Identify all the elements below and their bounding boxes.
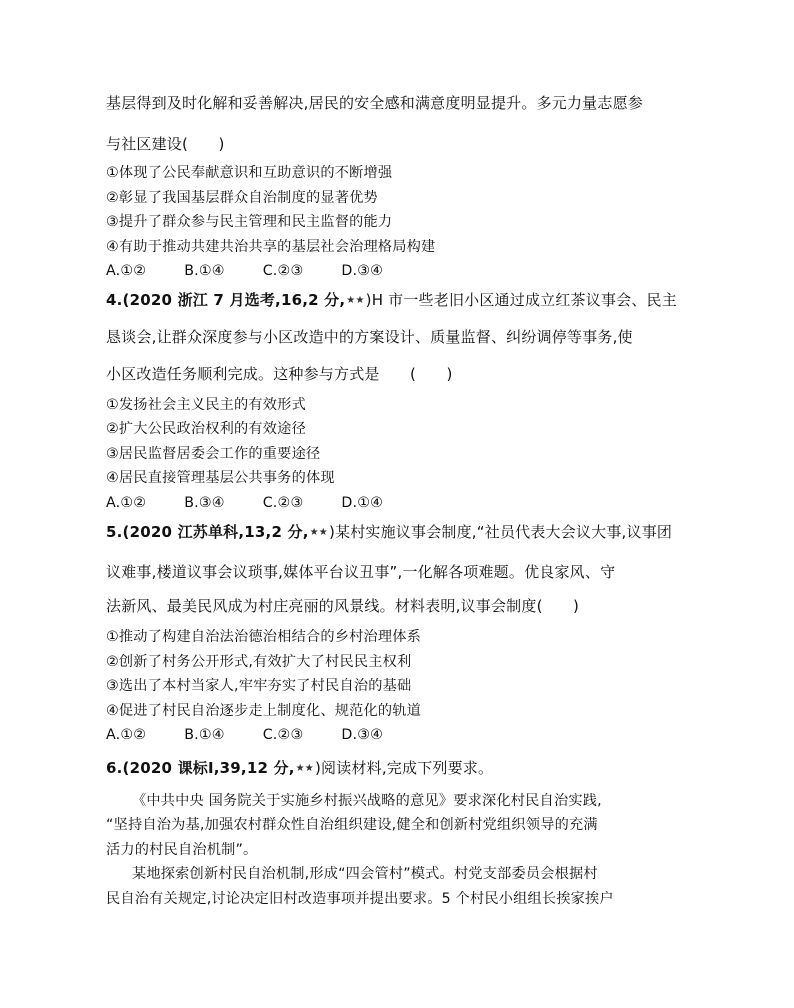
q6-material-2-line-1: 某地探索创新村民自治机制,形成“四会管村”模式。村党支部委员会根据村	[132, 866, 598, 882]
choice-c: C.②③	[262, 727, 304, 743]
q5-option-1: ①推动了构建自治法治德治相结合的乡村治理体系	[106, 629, 422, 645]
choice-c: C.②③	[262, 263, 304, 279]
choice-d: D.③④	[341, 727, 384, 743]
q5-option-4: ④促进了村民自治逐步走上制度化、规范化的轨道	[106, 703, 422, 719]
q4-option-3: ③居民监督居委会工作的重要途径	[106, 446, 321, 462]
q4-stem-line-1	[106, 290, 677, 313]
q6-stem-line-1	[106, 758, 493, 781]
q5-stem-line-3: 法新风、最美民风成为村庄亮丽的风景线。材料表明,议事会制度( )	[106, 597, 580, 615]
choice-b: B.③④	[184, 495, 225, 511]
choice-d: D.③④	[341, 263, 384, 279]
q4-stem-text: )H 市一些老旧小区通过成立红茶议事会、民主	[365, 291, 677, 309]
q5-stem-text: )某村实施议事会制度,“社员代表大会议大事,议事团	[328, 523, 673, 541]
q5-stem-line-1	[106, 522, 672, 545]
q5-stem-line-2: 议难事,楼道议事会议琐事,媒体平台议丑事”,一化解各项难题。优良家风、守	[106, 563, 616, 581]
q3-option-2: ②彰显了我国基层群众自治制度的显著优势	[106, 190, 378, 206]
q4-stem-line-2: 恳谈会,让群众深度参与小区改造中的方案设计、质量监督、纠纷调停等事务,使	[106, 328, 633, 346]
q4-answer-choices	[106, 493, 383, 513]
q4-option-1: ①发扬社会主义民主的有效形式	[106, 397, 306, 413]
difficulty-star-icon: ★★	[309, 527, 328, 538]
choice-a: A.①②	[106, 495, 147, 511]
choice-a: A.①②	[106, 727, 147, 743]
q3-option-4: ④有助于推动共建共治共享的基层社会治理格局构建	[106, 239, 436, 255]
difficulty-star-icon: ★★	[295, 763, 314, 774]
q6-material-1-line-3: 活力的村民自治机制”。	[106, 842, 258, 858]
q6-material-1-line-2: “坚持自治为基,加强农村群众性自治组织建设,健全和创新村党组织领导的充满	[106, 817, 598, 833]
question-source: (2020 浙江 7 月选考,16,2 分,	[122, 291, 346, 309]
q6-stem-text: )阅读材料,完成下列要求。	[314, 759, 494, 777]
q5-option-3: ③选出了本村当家人,牢牢夯实了村民自治的基础	[106, 678, 412, 694]
q6-material-2-line-2: 民自治有关规定,讨论决定旧村改造事项并提出要求。5 个村民小组组长挨家挨户	[106, 891, 614, 907]
difficulty-star-icon: ★★	[346, 295, 365, 306]
question-number: 5.	[106, 523, 123, 541]
choice-a: A.①②	[106, 263, 147, 279]
q5-option-2: ②创新了村务公开形式,有效扩大了村民民主权利	[106, 654, 412, 670]
q6-material-1-line-1: 《中共中央 国务院关于实施乡村振兴战略的意见》要求深化村民自治实践,	[132, 793, 602, 809]
q4-option-2: ②扩大公民政治权利的有效途径	[106, 421, 306, 437]
question-source: (2020 课标Ⅰ,39,12 分,	[122, 759, 295, 777]
q4-option-4: ④居民直接管理基层公共事务的体现	[106, 470, 335, 486]
choice-c: C.②③	[262, 495, 304, 511]
q4-stem-line-3: 小区改造任务顺利完成。这种参与方式是 ( )	[106, 365, 453, 383]
question-number: 6.	[106, 759, 123, 777]
q3-option-1: ①体现了公民奉献意识和互助意识的不断增强	[106, 165, 393, 181]
question-number: 4.	[106, 291, 123, 309]
choice-d: D.①④	[341, 495, 384, 511]
q3-option-3: ③提升了群众参与民主管理和民主监督的能力	[106, 214, 393, 230]
choice-b: B.①④	[184, 263, 225, 279]
q5-answer-choices	[106, 725, 383, 745]
q3-stem-line-1: 基层得到及时化解和妥善解决,居民的安全感和满意度明显提升。多元力量志愿参	[106, 94, 643, 112]
q3-answer-choices	[106, 261, 383, 281]
question-source: (2020 江苏单科,13,2 分,	[122, 523, 309, 541]
choice-b: B.①④	[184, 727, 225, 743]
q3-stem-line-2: 与社区建设( )	[106, 135, 225, 153]
